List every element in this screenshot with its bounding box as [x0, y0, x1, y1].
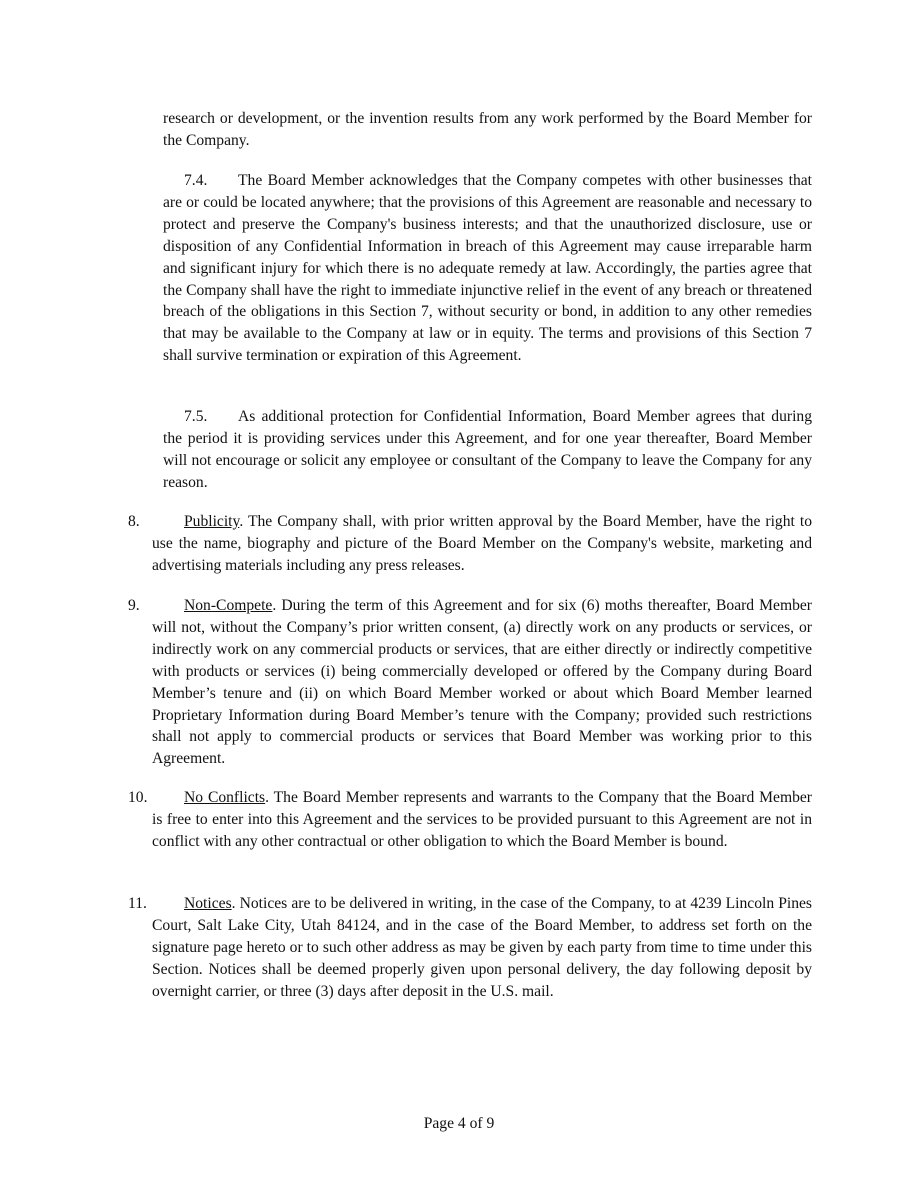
continuation-text: research or development, or the invention results from any work performed by the Board Member for the Company. [163, 110, 812, 149]
section-number: 7.4. [184, 172, 208, 189]
section-text: . The Board Member represents and warrants to the Company that the Board Member is free to enter into this Agreement and the services to be provided pursuant to this Agreement are not in conflict with any other contractual or other obligation to which the Board Member is bound. [152, 789, 812, 850]
section-10-no-conflicts [128, 787, 812, 853]
section-8-publicity [128, 511, 812, 577]
page-number-footer: Page 4 of 9 [423, 1115, 495, 1132]
section-7-5 [163, 406, 812, 494]
section-7-4 [163, 170, 812, 367]
section-text: . Notices are to be delivered in writing, in the case of the Company, to at 4239 Lincoln Pines Court, Salt Lake City, Utah 84124, and in the case of the Board Member, to address set forth on the signature page hereto or to such other address as may be given by each party from time to time under this Section. Notices shall be deemed properly given upon personal delivery, the day following deposit by overnight carrier, or three (3) days after deposit in the U.S. mail. [152, 895, 812, 1000]
section-text: . During the term of this Agreement and for six (6) moths thereafter, Board Member will not, without the Company’s prior written consent, (a) directly work on any products or services, or indirectly work on any commercial products or services, that are either directly or indirectly competitive with products or services (i) being commercially developed or offered by the Company during Board Member’s tenure and (ii) on which Board Member worked or about which Board Member learned Proprietary Information during Board Member’s tenure with the Company; provided such restrictions shall not apply to commercial products or services that Board Member was working prior to this Agreement. [152, 597, 812, 768]
section-text: . The Company shall, with prior written approval by the Board Member, have the right to use the name, biography and picture of the Board Member on the Company's website, marketing and advertising materials including any press releases. [152, 513, 812, 574]
continuation-paragraph [163, 108, 812, 152]
section-9-non-compete [128, 595, 812, 770]
section-number: 11. [128, 895, 147, 912]
section-heading: No Conflicts [184, 789, 266, 806]
section-number: 8. [128, 513, 140, 530]
section-text: As additional protection for Confidential Information, Board Member agrees that during the period it is providing services under this Agreement, and for one year thereafter, Board Member will not encourage or solicit any employee or consultant of the Company to leave the Company for any reason. [163, 408, 812, 491]
section-heading: Non-Compete [184, 597, 273, 614]
section-heading: Publicity [184, 513, 240, 530]
section-number: 9. [128, 597, 140, 614]
section-text: The Board Member acknowledges that the Company competes with other businesses that are or could be located anywhere; that the provisions of this Agreement are reasonable and necessary to protect and preserve the Company's business interests; and that the unauthorized disclosure, use or disposition of any Confidential Information in breach of this Agreement may cause irreparable harm and significant injury for which there is no adequate remedy at law. Accordingly, the parties agree that the Company shall have the right to immediate injunctive relief in the event of any breach or threatened breach of the obligations in this Section 7, without security or bond, in addition to any other remedies that may be available to the Company at law or in equity. The terms and provisions of this Section 7 shall survive termination or expiration of this Agreement. [163, 172, 812, 365]
section-heading: Notices [184, 895, 232, 912]
section-number: 7.5. [184, 408, 208, 425]
section-number: 10. [128, 789, 148, 806]
section-11-notices [128, 893, 812, 1003]
